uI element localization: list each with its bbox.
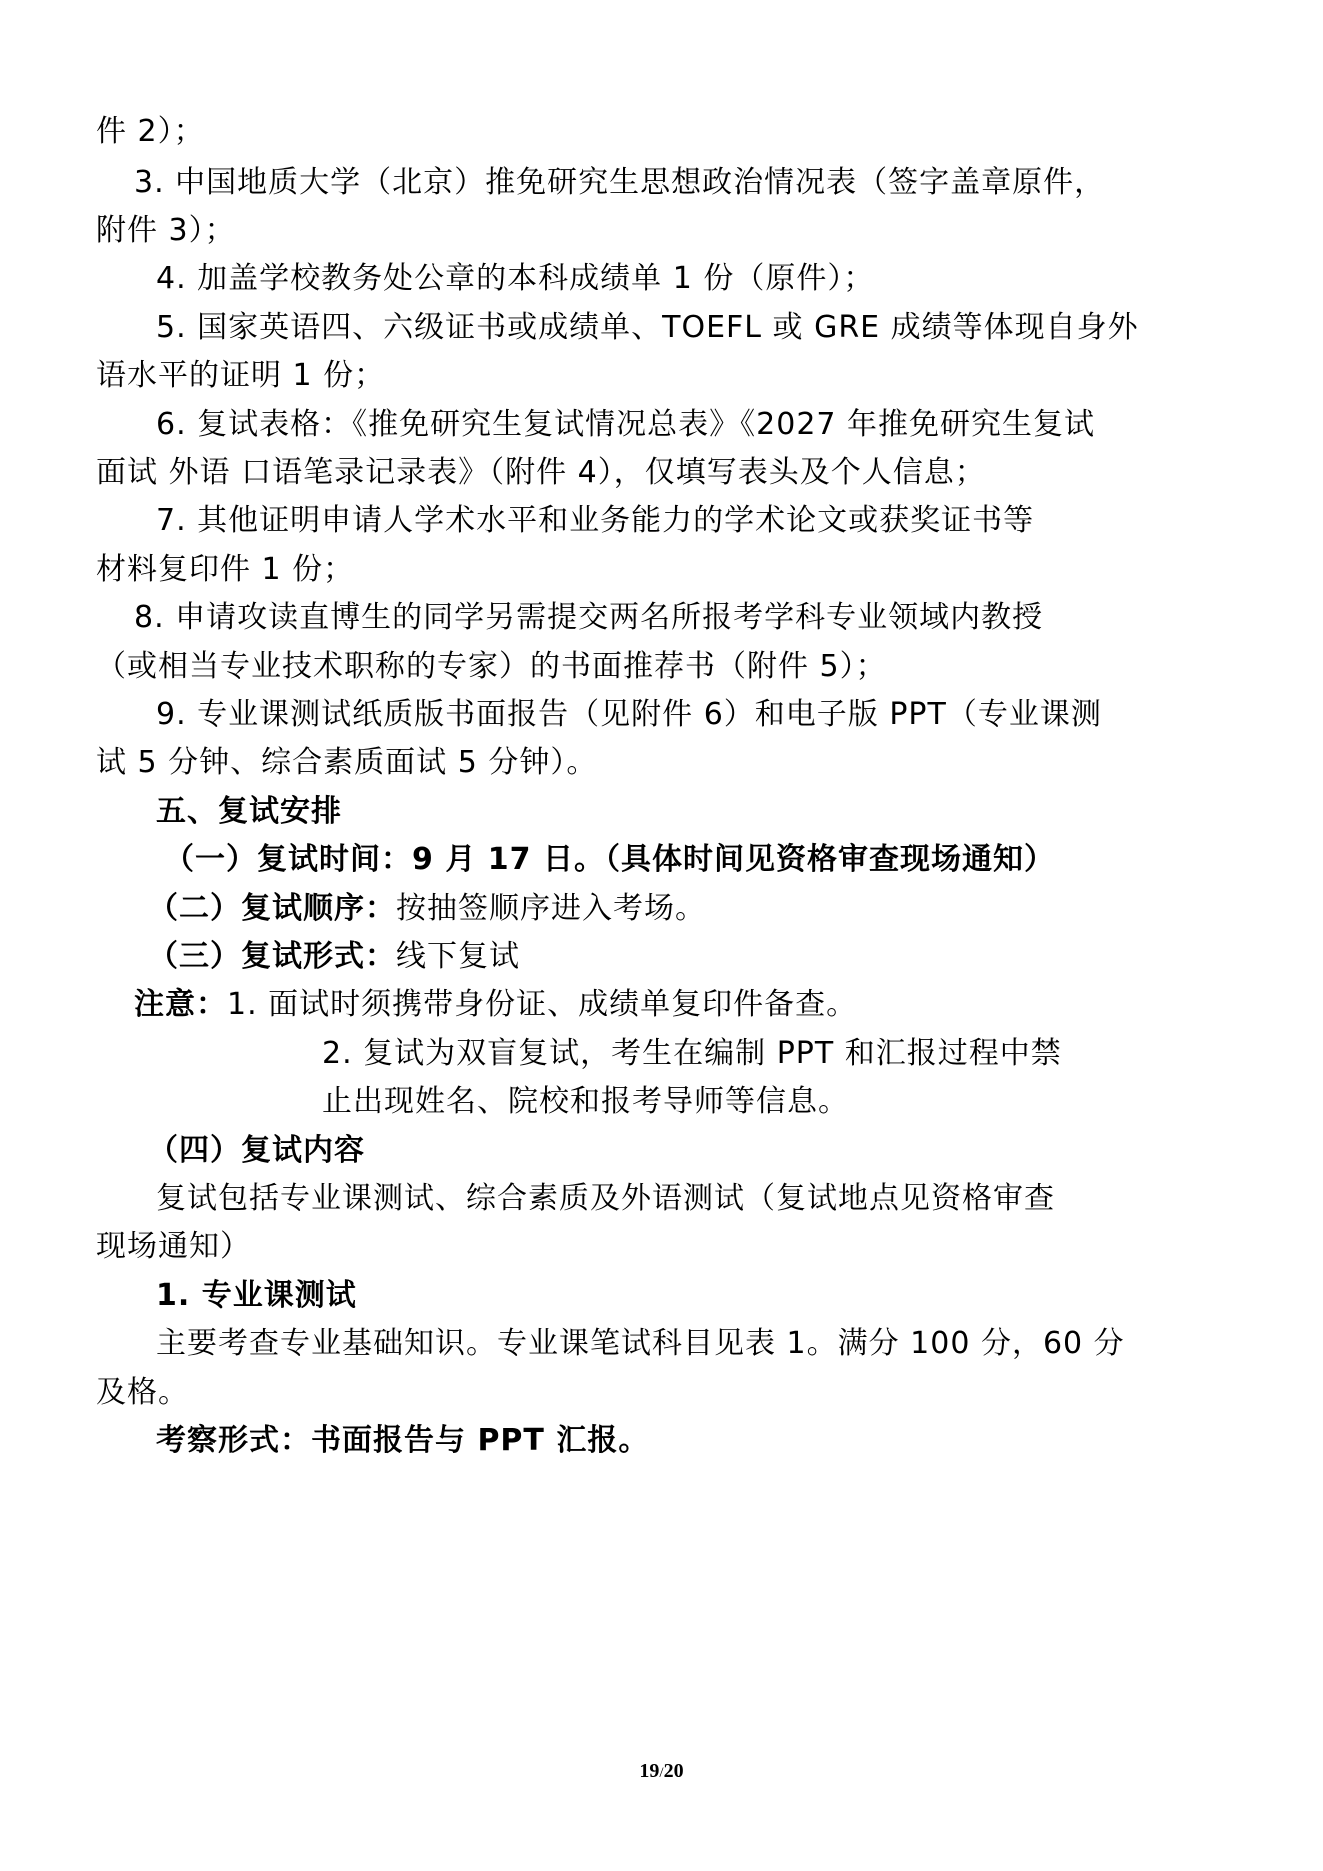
page-current: 19 — [639, 1760, 660, 1782]
note-label: 注意： — [134, 987, 227, 1022]
section-heading: 五、复试安排 — [156, 794, 342, 829]
body-line: 面试 外语 口语笔录记录表》（附件 4），仅填写表头及个人信息； — [96, 455, 986, 490]
body-line: 9. 专业课测试纸质版书面报告（见附件 6）和电子版 PPT（专业课测 — [156, 697, 1102, 732]
body-line: 材料复印件 1 份； — [96, 552, 355, 587]
body-line: 试 5 分钟、综合素质面试 5 分钟）。 — [96, 745, 598, 780]
interview-order-text: 按抽签顺序进入考场。 — [396, 891, 706, 926]
body-line: 主要考查专业基础知识。专业课笔试科目见表 1。满分 100 分，60 分 — [156, 1326, 1125, 1361]
exam-form — [156, 1421, 649, 1461]
interview-order — [148, 889, 706, 929]
body-line: 8. 申请攻读直博生的同学另需提交两名所报考学科专业领域内教授 — [134, 600, 1044, 635]
interview-form-text: 线下复试 — [396, 939, 520, 974]
interview-time: （一）复试时间：9 月 17 日。（具体时间见资格审查现场通知） — [164, 842, 1055, 877]
note-item-1: 1. 面试时须携带身份证、成绩单复印件备查。 — [227, 987, 858, 1022]
body-line: 复试包括专业课测试、综合素质及外语测试（复试地点见资格审查 — [156, 1181, 1055, 1216]
body-line: 及格。 — [96, 1375, 189, 1410]
page-separator: / — [659, 1765, 664, 1781]
body-line: 7. 其他证明申请人学术水平和业务能力的学术论文或获奖证书等 — [156, 503, 1035, 538]
note-item-2: 2. 复试为双盲复试，考生在编制 PPT 和汇报过程中禁 — [322, 1036, 1062, 1071]
body-line: 4. 加盖学校教务处公章的本科成绩单 1 份（原件）； — [156, 261, 875, 296]
interview-form-label: （三）复试形式： — [148, 939, 396, 974]
body-line: （或相当专业技术职称的专家）的书面推荐书（附件 5）； — [96, 649, 887, 684]
interview-order-label: （二）复试顺序： — [148, 891, 396, 926]
body-line: 6. 复试表格：《推免研究生复试情况总表》《2027 年推免研究生复试 — [156, 407, 1096, 442]
note-item-2-continued: 止出现姓名、院校和报考导师等信息。 — [322, 1084, 849, 1119]
body-line: 现场通知） — [96, 1229, 251, 1264]
page-total: 20 — [663, 1760, 684, 1782]
page-number — [0, 1759, 1323, 1785]
body-line: 3. 中国地质大学（北京）推免研究生思想政治情况表（签字盖章原件， — [134, 165, 1106, 200]
body-line: 附件 3）； — [96, 213, 236, 248]
exam-form-label: 考察形式： — [156, 1423, 311, 1458]
body-line: 语水平的证明 1 份； — [96, 358, 386, 393]
content-heading: （四）复试内容 — [148, 1133, 365, 1168]
body-line: 5. 国家英语四、六级证书或成绩单、TOEFL 或 GRE 成绩等体现自身外 — [156, 310, 1139, 345]
interview-form — [148, 937, 520, 977]
body-line: 件 2）； — [96, 114, 205, 149]
subsection-heading: 1. 专业课测试 — [156, 1278, 357, 1313]
note-line — [134, 985, 857, 1025]
exam-form-text: 书面报告与 PPT 汇报。 — [311, 1423, 650, 1458]
